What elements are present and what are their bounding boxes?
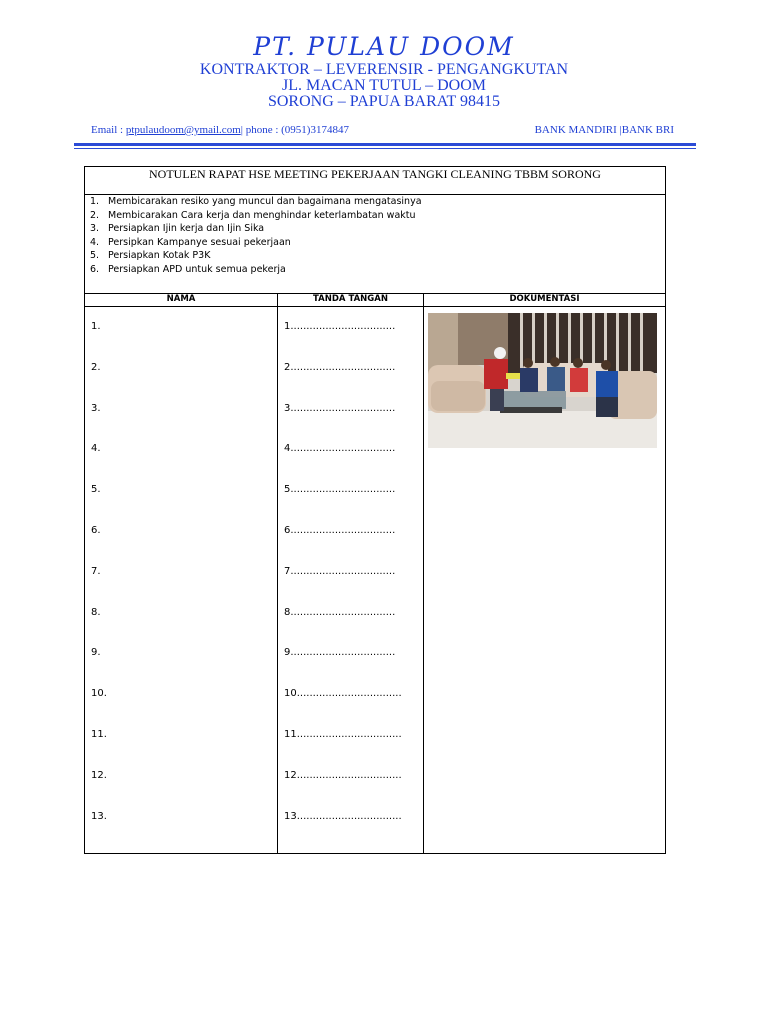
attendee-name-slot[interactable]: 2. — [91, 361, 101, 373]
agenda-text: Persiapkan Ijin kerja dan Ijin Sika — [108, 223, 265, 235]
email-label: Email : — [91, 124, 126, 136]
bank-info: BANK MANDIRI |BANK BRI — [534, 124, 674, 136]
attendee-name-slot[interactable]: 7. — [91, 565, 101, 577]
agenda-number: 6. — [90, 263, 100, 275]
phone-text: | phone : (0951)3174847 — [240, 124, 349, 136]
signature-line[interactable]: 8................................. — [284, 606, 396, 618]
header-divider-thin — [74, 148, 696, 149]
signature-line[interactable]: 10................................. — [284, 688, 402, 700]
attendee-name-slot[interactable]: 1. — [91, 321, 101, 332]
documentation-photo — [428, 313, 657, 448]
signature-line[interactable]: 2................................. — [284, 361, 396, 373]
company-city: SORONG – PAPUA BARAT 98415 — [267, 93, 501, 110]
agenda-text: Membicarakan Cara kerja dan menghindar keterlambatan waktu — [108, 209, 416, 221]
column-header-name: NAMA — [166, 294, 196, 304]
agenda-item — [90, 236, 660, 250]
agenda-number: 3. — [90, 223, 100, 235]
agenda-item — [90, 263, 660, 277]
agenda-number: 4. — [90, 236, 100, 248]
signature-line[interactable]: 1................................. — [284, 321, 396, 332]
attendee-name-slot[interactable]: 12. — [91, 769, 107, 781]
meeting-form — [84, 166, 666, 854]
company-name: PT. PULAU DOOM — [253, 32, 515, 61]
attendee-name-slot[interactable]: 6. — [91, 525, 101, 536]
table-header-border — [85, 306, 665, 307]
column-divider-2 — [423, 293, 424, 853]
attendee-name-slot[interactable]: 11. — [91, 729, 107, 740]
attendee-name-slot[interactable]: 3. — [91, 402, 101, 414]
agenda-item — [90, 249, 660, 263]
column-divider-1 — [277, 293, 278, 853]
agenda-item — [90, 195, 660, 209]
signature-line[interactable]: 5................................. — [284, 484, 396, 496]
attendee-name-slot[interactable]: 5. — [91, 484, 101, 496]
agenda-item — [90, 209, 660, 223]
agenda-text: Persiapkan Kotak P3K — [108, 250, 211, 262]
signature-line[interactable]: 11................................. — [284, 729, 402, 740]
signature-line[interactable]: 12................................. — [284, 769, 402, 781]
header-divider — [74, 143, 696, 146]
attendee-name-slot[interactable]: 10. — [91, 688, 107, 700]
form-title: NOTULEN RAPAT HSE MEETING PEKERJAAN TANGKI CLEANING TBBM SORONG — [85, 167, 665, 195]
signature-line[interactable]: 6................................. — [284, 525, 396, 536]
agenda-item — [90, 222, 660, 236]
signature-line[interactable]: 9................................. — [284, 647, 396, 659]
agenda-text: Membicarakan resiko yang muncul dan bagaimana mengatasinya — [108, 196, 422, 207]
attendee-name-slot[interactable]: 13. — [91, 810, 107, 822]
company-tagline: KONTRAKTOR – LEVERENSIR - PENGANGKUTAN — [199, 61, 569, 78]
agenda-number: 2. — [90, 209, 100, 221]
column-header-signature: TANDA TANGAN — [313, 294, 388, 304]
agenda-text: Persipkan Kampanye sesuai pekerjaan — [108, 236, 291, 248]
signature-line[interactable]: 3................................. — [284, 402, 396, 414]
attendee-name-slot[interactable]: 8. — [91, 606, 101, 618]
agenda-text: Persiapkan APD untuk semua pekerja — [108, 263, 286, 275]
agenda-list — [90, 195, 660, 277]
company-street: JL. MACAN TUTUL – DOOM — [282, 77, 486, 94]
attendee-name-slot[interactable]: 4. — [91, 443, 101, 455]
signature-line[interactable]: 7................................. — [284, 565, 396, 577]
email-link[interactable]: ptpulaudoom@ymail.com — [125, 124, 241, 136]
signature-line[interactable]: 4................................. — [284, 443, 396, 455]
signature-line[interactable]: 13................................. — [284, 810, 402, 822]
column-header-documentation: DOKUMENTASI — [509, 294, 580, 304]
agenda-number: 1. — [90, 196, 100, 207]
contact-line — [91, 124, 349, 136]
agenda-number: 5. — [90, 250, 100, 262]
attendee-name-slot[interactable]: 9. — [91, 647, 101, 659]
